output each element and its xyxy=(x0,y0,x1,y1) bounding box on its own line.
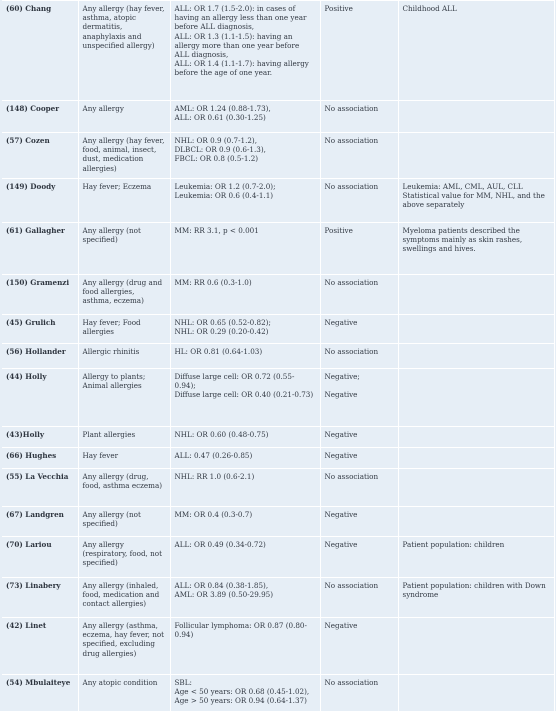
exposure-cell: Allergy to plants; Animal allergies xyxy=(78,369,170,427)
table-row xyxy=(2,275,554,315)
table-row xyxy=(2,448,554,469)
association-line: Negative xyxy=(325,430,394,439)
association-cell xyxy=(320,448,398,469)
risk-estimate-line: HL: OR 0.81 (0.64-1.03) xyxy=(175,347,316,356)
table-body xyxy=(2,1,554,718)
association-cell xyxy=(320,315,398,344)
exposure-cell: Any allergy (hay fever, asthma, atopic dermatitis, anaphylaxis and unspecified allergy) xyxy=(78,1,170,101)
risk-estimate-line: Diffuse large cell: OR 0.40 (0.21-0.73) xyxy=(175,390,316,399)
table-row xyxy=(2,133,554,179)
study-cell: (148) Cooper xyxy=(2,101,78,133)
association-cell xyxy=(320,1,398,101)
risk-estimate-cell xyxy=(170,344,320,369)
association-line: Negative xyxy=(325,390,394,399)
association-cell xyxy=(320,369,398,427)
risk-estimate-cell xyxy=(170,133,320,179)
study-cell: (150) Gramenzi xyxy=(2,275,78,315)
risk-estimate-cell xyxy=(170,469,320,507)
association-cell xyxy=(320,275,398,315)
risk-estimate-cell xyxy=(170,369,320,427)
exposure-cell: Any allergy xyxy=(78,101,170,133)
risk-estimate-line: Age > 50 years: OR 0.94 (0.64-1.37) xyxy=(175,696,316,705)
exposure-cell: Any atopic condition xyxy=(78,675,170,718)
notes-cell xyxy=(398,675,554,718)
association-cell xyxy=(320,223,398,275)
notes-cell: Childhood ALL xyxy=(398,1,554,101)
risk-estimate-line: AML: OR 3.89 (0.50-29.95) xyxy=(175,590,316,599)
table-row xyxy=(2,537,554,578)
notes-cell xyxy=(398,315,554,344)
association-line: Positive xyxy=(325,226,394,235)
association-line: No association xyxy=(325,472,394,481)
study-cell: (43)Holly xyxy=(2,427,78,448)
association-line: No association xyxy=(325,182,394,191)
exposure-cell: Any allergy (inhaled, food, medication and contact allergies) xyxy=(78,578,170,618)
risk-estimate-line: Diffuse large cell: OR 0.72 (0.55-0.94); xyxy=(175,372,316,390)
risk-estimate-line: MM: RR 3.1, p < 0.001 xyxy=(175,226,316,235)
risk-estimate-line: NHL: OR 0.65 (0.52-0.82); xyxy=(175,318,316,327)
association-line: No association xyxy=(325,278,394,287)
association-line: Negative xyxy=(325,540,394,549)
table-row xyxy=(2,369,554,427)
table-row xyxy=(2,179,554,223)
exposure-cell: Any allergy (not specified) xyxy=(78,223,170,275)
risk-estimate-cell xyxy=(170,223,320,275)
risk-estimate-cell xyxy=(170,448,320,469)
association-cell xyxy=(320,427,398,448)
risk-estimate-line: MM: RR 0.6 (0.3-1.0) xyxy=(175,278,316,287)
table-row xyxy=(2,675,554,718)
association-cell xyxy=(320,469,398,507)
table-row xyxy=(2,618,554,675)
risk-estimate-line: ALL: OR 0.84 (0.38-1.85), xyxy=(175,581,316,590)
risk-estimate-line: AML: OR 1.24 (0.88-1.73), xyxy=(175,104,316,113)
association-line: Negative xyxy=(325,318,394,327)
risk-estimate-line: ALL: OR 0.61 (0.30-1.25) xyxy=(175,113,316,122)
risk-estimate-line: ALL: OR 1.4 (1.1-1.7): having allergy before the age of one year. xyxy=(175,59,316,77)
table-row xyxy=(2,427,554,448)
study-cell: (70) Lariou xyxy=(2,537,78,578)
risk-estimate-line: NHL: OR 0.9 (0.7-1.2), xyxy=(175,136,316,145)
exposure-cell: Plant allergies xyxy=(78,427,170,448)
exposure-cell: Any allergy (respiratory, food, not specified) xyxy=(78,537,170,578)
risk-estimate-cell xyxy=(170,427,320,448)
association-cell xyxy=(320,344,398,369)
risk-estimate-line: DLBCL: OR 0.9 (0.6-1.3), xyxy=(175,145,316,154)
association-line: No association xyxy=(325,347,394,356)
notes-cell: Patient population: children with Down syndrome xyxy=(398,578,554,618)
exposure-cell: Any allergy (drug, food, asthma eczema) xyxy=(78,469,170,507)
table-row xyxy=(2,578,554,618)
risk-estimate-line: NHL: OR 0.60 (0.48-0.75) xyxy=(175,430,316,439)
study-cell: (149) Doody xyxy=(2,179,78,223)
risk-estimate-line: NHL: RR 1.0 (0.6-2.1) xyxy=(175,472,316,481)
notes-cell xyxy=(398,101,554,133)
notes-cell: Leukemia: AML, CML, AUL, CLL Statistical value for MM, NHL, and the above separately xyxy=(398,179,554,223)
exposure-cell: Allergic rhinitis xyxy=(78,344,170,369)
study-cell: (61) Gallagher xyxy=(2,223,78,275)
study-cell: (56) Hollander xyxy=(2,344,78,369)
table-row xyxy=(2,223,554,275)
risk-estimate-line: ALL: OR 1.7 (1.5-2.0): in cases of having an allergy less than one year before ALL diagnosis, xyxy=(175,4,316,32)
risk-estimate-line: Follicular lymphoma: OR 0.87 (0.80-0.94) xyxy=(175,621,316,639)
risk-estimate-cell xyxy=(170,179,320,223)
study-cell: (44) Holly xyxy=(2,369,78,427)
risk-estimate-cell xyxy=(170,537,320,578)
association-line: Negative; xyxy=(325,372,394,381)
risk-estimate-cell xyxy=(170,315,320,344)
study-cell: (45) Grulich xyxy=(2,315,78,344)
association-line: No association xyxy=(325,136,394,145)
association-line: Negative xyxy=(325,621,394,630)
risk-estimate-line: MM: OR 0.4 (0.3-0.7) xyxy=(175,510,316,519)
notes-cell xyxy=(398,618,554,675)
table-row xyxy=(2,1,554,101)
risk-estimate-cell xyxy=(170,101,320,133)
study-cell: (67) Landgren xyxy=(2,507,78,537)
risk-estimate-cell xyxy=(170,507,320,537)
risk-estimate-line: Age < 50 years: OR 0.68 (0.45-1.02), xyxy=(175,687,316,696)
risk-estimate-cell xyxy=(170,578,320,618)
allergy-studies-table xyxy=(2,0,555,718)
notes-cell xyxy=(398,344,554,369)
risk-estimate-line: Leukemia: OR 0.6 (0.4-1.1) xyxy=(175,191,316,200)
exposure-cell: Any allergy (asthma, eczema, hay fever, not specified, excluding drug allergies) xyxy=(78,618,170,675)
risk-estimate-cell xyxy=(170,618,320,675)
notes-cell xyxy=(398,133,554,179)
notes-cell xyxy=(398,369,554,427)
exposure-cell: Hay fever; Food allergies xyxy=(78,315,170,344)
risk-estimate-line: ALL: OR 1.3 (1.1-1.5): having an allergy more than one year before ALL diagnosis, xyxy=(175,32,316,60)
table-row xyxy=(2,507,554,537)
notes-cell: Myeloma patients described the symptoms mainly as skin rashes, swellings and hives. xyxy=(398,223,554,275)
table-row xyxy=(2,344,554,369)
notes-cell: Patient population: children xyxy=(398,537,554,578)
risk-estimate-line: SBL: xyxy=(175,678,316,687)
study-cell: (66) Hughes xyxy=(2,448,78,469)
study-cell: (54) Mbulaiteye xyxy=(2,675,78,718)
exposure-cell: Any allergy (not specified) xyxy=(78,507,170,537)
notes-cell xyxy=(398,448,554,469)
association-cell xyxy=(320,133,398,179)
exposure-cell: Hay fever xyxy=(78,448,170,469)
association-line: No association xyxy=(325,104,394,113)
table-row xyxy=(2,469,554,507)
study-cell: (55) La Vecchia xyxy=(2,469,78,507)
risk-estimate-cell xyxy=(170,1,320,101)
exposure-cell: Hay fever; Eczema xyxy=(78,179,170,223)
table-row xyxy=(2,101,554,133)
association-line: Negative xyxy=(325,510,394,519)
risk-estimate-line: NHL: OR 0.29 (0.20-0.42) xyxy=(175,327,316,336)
study-cell: (73) Linabery xyxy=(2,578,78,618)
risk-estimate-cell xyxy=(170,675,320,718)
association-cell xyxy=(320,179,398,223)
association-cell xyxy=(320,537,398,578)
risk-estimate-cell xyxy=(170,275,320,315)
notes-cell xyxy=(398,469,554,507)
association-cell xyxy=(320,618,398,675)
notes-cell xyxy=(398,507,554,537)
notes-cell xyxy=(398,275,554,315)
risk-estimate-line: ALL: 0.47 (0.26-0.85) xyxy=(175,451,316,460)
association-cell xyxy=(320,578,398,618)
association-cell xyxy=(320,507,398,537)
study-cell: (42) Linet xyxy=(2,618,78,675)
association-line: Negative xyxy=(325,451,394,460)
exposure-cell: Any allergy (drug and food allergies, asthma, eczema) xyxy=(78,275,170,315)
association-line: No association xyxy=(325,678,394,687)
study-cell: (60) Chang xyxy=(2,1,78,101)
risk-estimate-line: FBCL: OR 0.8 (0.5-1.2) xyxy=(175,154,316,163)
study-cell: (57) Cozen xyxy=(2,133,78,179)
association-cell xyxy=(320,101,398,133)
association-cell xyxy=(320,675,398,718)
association-line: No association xyxy=(325,581,394,590)
exposure-cell: Any allergy (hay fever, food, animal, insect, dust, medication allergies) xyxy=(78,133,170,179)
notes-cell xyxy=(398,427,554,448)
risk-estimate-line: ALL: OR 0.49 (0.34-0.72) xyxy=(175,540,316,549)
table-row xyxy=(2,315,554,344)
association-line: Positive xyxy=(325,4,394,13)
risk-estimate-line: Leukemia: OR 1.2 (0.7-2.0); xyxy=(175,182,316,191)
